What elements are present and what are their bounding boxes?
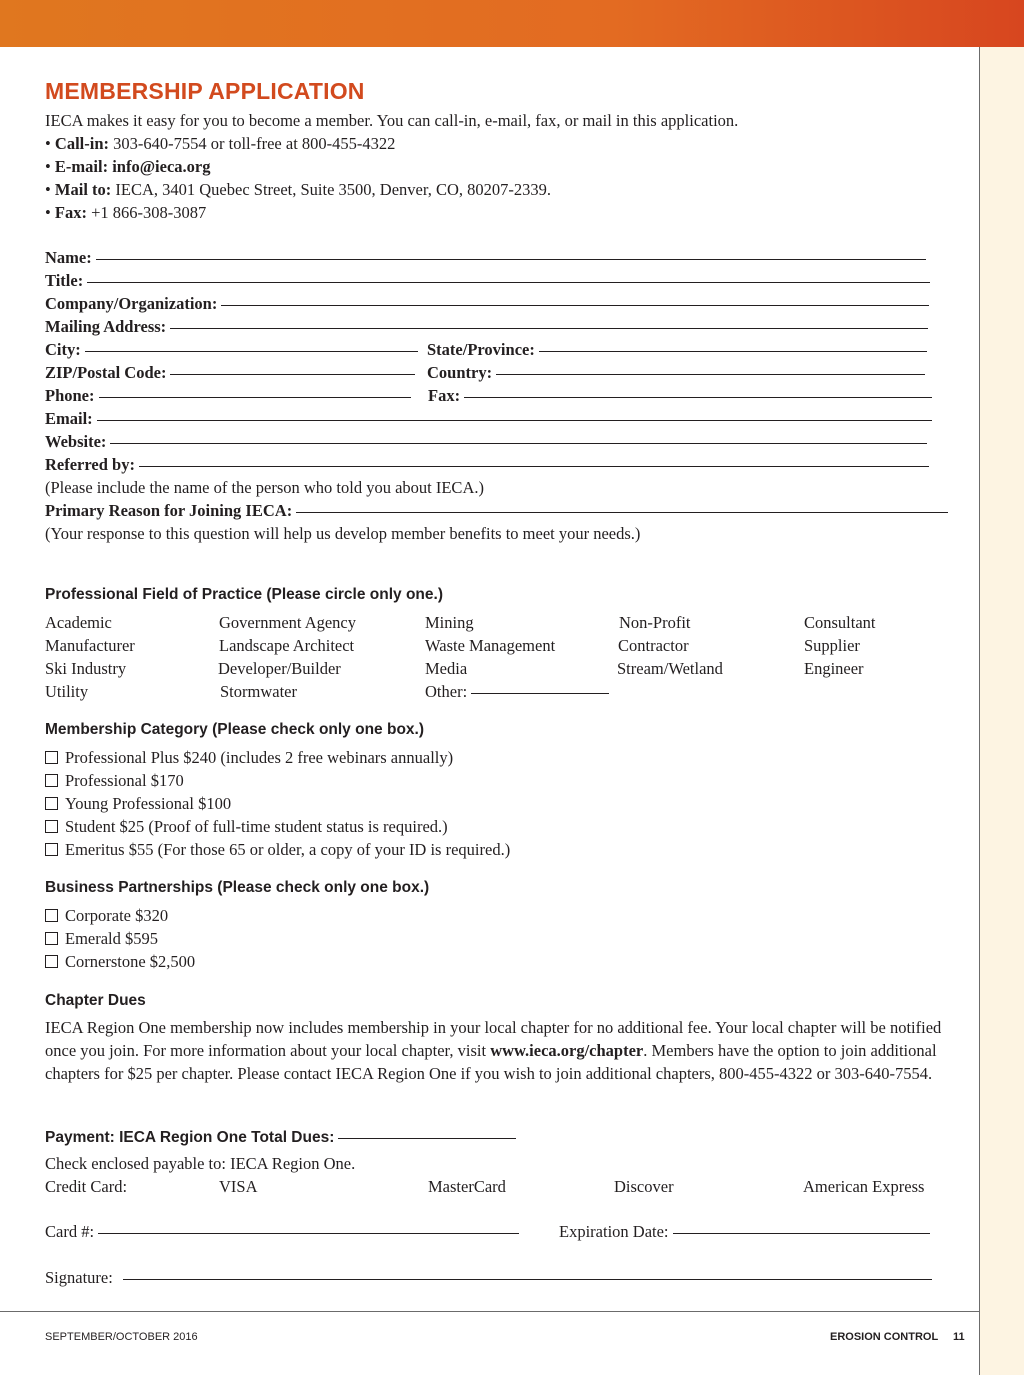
website-field[interactable] xyxy=(45,430,927,453)
practice-option[interactable]: Stormwater xyxy=(220,682,297,701)
checkbox[interactable] xyxy=(45,820,58,833)
membership-option[interactable] xyxy=(45,815,448,838)
footer-issue-date: SEPTEMBER/OCTOBER 2016 xyxy=(45,1331,198,1343)
checkbox[interactable] xyxy=(45,909,58,922)
reason-note: (Your response to this question will help us develop member benefits to meet your needs.) xyxy=(45,524,641,543)
city-line[interactable] xyxy=(85,351,418,352)
checkbox[interactable] xyxy=(45,751,58,764)
phone-label: Phone: xyxy=(45,386,95,405)
practice-option[interactable]: Waste Management xyxy=(425,636,556,655)
business-option-label: Cornerstone $2,500 xyxy=(65,952,196,971)
expiration-field[interactable] xyxy=(559,1220,930,1243)
practice-option[interactable]: Manufacturer xyxy=(45,636,135,655)
practice-option[interactable]: Contractor xyxy=(618,636,689,655)
check-enclosed-text: Check enclosed payable to: IECA Region One. xyxy=(45,1154,356,1173)
card-option-discover[interactable]: Discover xyxy=(614,1177,674,1196)
fax-label: Fax: xyxy=(54,203,87,222)
top-color-bar xyxy=(0,0,1024,47)
membership-option[interactable] xyxy=(45,746,453,769)
phone-field[interactable] xyxy=(45,384,411,407)
practice-option[interactable]: Supplier xyxy=(804,636,860,655)
page-title: MEMBERSHIP APPLICATION xyxy=(45,78,365,104)
practice-option[interactable]: Utility xyxy=(45,682,89,701)
title-field[interactable] xyxy=(45,269,930,292)
footer-magazine-title: EROSION CONTROL xyxy=(830,1331,939,1343)
practice-option[interactable]: Stream/Wetland xyxy=(617,659,723,678)
credit-card-label: Credit Card: xyxy=(45,1177,128,1196)
reason-line[interactable] xyxy=(296,512,948,513)
contact-mail xyxy=(45,178,551,201)
practice-option[interactable]: Media xyxy=(425,659,468,678)
business-option-label: Corporate $320 xyxy=(65,906,169,925)
title-line[interactable] xyxy=(87,282,930,283)
referred-line[interactable] xyxy=(139,466,929,467)
website-line[interactable] xyxy=(110,443,927,444)
business-option-label: Emerald $595 xyxy=(65,929,159,948)
email-field[interactable] xyxy=(45,407,932,430)
membership-option[interactable] xyxy=(45,792,231,815)
business-partnerships-heading: Business Partnerships (Please check only one box.) xyxy=(45,879,430,896)
bullet: • xyxy=(45,203,51,222)
signature-line[interactable] xyxy=(123,1279,932,1280)
bullet: • xyxy=(45,134,51,153)
chapter-text-cont: . Members have the option to join additional chapters for $25 per chapter. Please contact IECA Region One if you wish to join additional chapters, 800-455-4322 or 303-640-7554. xyxy=(45,1041,937,1083)
checkbox[interactable] xyxy=(45,932,58,945)
email-value: info@ieca.org xyxy=(112,157,211,176)
practice-option[interactable]: Ski Industry xyxy=(45,659,127,678)
membership-option-label: Young Professional $100 xyxy=(65,794,232,813)
total-dues-field[interactable] xyxy=(45,1126,516,1149)
country-label: Country: xyxy=(427,363,493,382)
footer-divider xyxy=(0,1311,979,1312)
name-field[interactable] xyxy=(45,246,926,269)
practice-other-label: Other: xyxy=(425,682,468,701)
referred-note: (Please include the name of the person who told you about IECA.) xyxy=(45,478,484,497)
field-of-practice-heading: Professional Field of Practice (Please circle only one.) xyxy=(45,586,443,603)
primary-reason-field[interactable] xyxy=(45,499,948,522)
fax-field-label: Fax: xyxy=(428,386,461,405)
zip-field[interactable] xyxy=(45,361,415,384)
total-dues-line[interactable] xyxy=(338,1138,516,1139)
referred-by-field[interactable] xyxy=(45,453,929,476)
reason-label: Primary Reason for Joining IECA: xyxy=(45,501,293,520)
card-number-field[interactable] xyxy=(45,1220,519,1243)
membership-option-label: Student $25 (Proof of full-time student status is required.) xyxy=(65,817,448,836)
name-label: Name: xyxy=(45,248,92,267)
country-field[interactable] xyxy=(427,361,925,384)
mail-label: Mail to: xyxy=(54,180,112,199)
mailing-line[interactable] xyxy=(170,328,928,329)
checkbox[interactable] xyxy=(45,774,58,787)
company-line[interactable] xyxy=(221,305,929,306)
card-number-label: Card #: xyxy=(45,1222,95,1241)
bullet: • xyxy=(45,180,51,199)
business-option[interactable] xyxy=(45,950,195,973)
membership-option[interactable] xyxy=(45,838,510,861)
practice-option[interactable]: Academic xyxy=(45,613,112,632)
company-label: Company/Organization: xyxy=(45,294,218,313)
title-label: Title: xyxy=(45,271,84,290)
chapter-text: IECA Region One membership now includes membership in your local chapter for no additional fee. Your local chapter will be notified once you join. For more information about your local chapter, visit xyxy=(45,1018,942,1060)
card-option-amex[interactable]: American Express xyxy=(803,1177,925,1196)
name-line[interactable] xyxy=(96,259,926,260)
callin-value: 303-640-7554 or toll-free at 800-455-4322 xyxy=(113,134,396,153)
membership-category-heading: Membership Category (Please check only one box.) xyxy=(45,721,425,738)
business-option[interactable] xyxy=(45,904,168,927)
business-option[interactable] xyxy=(45,927,158,950)
practice-option[interactable]: Government Agency xyxy=(219,613,357,632)
practice-other-field[interactable] xyxy=(425,680,609,703)
email-label: E-mail: xyxy=(54,157,109,176)
fax-value: +1 866-308-3087 xyxy=(91,203,207,222)
card-option-visa[interactable]: VISA xyxy=(219,1177,258,1196)
state-field[interactable] xyxy=(427,338,927,361)
company-field[interactable] xyxy=(45,292,929,315)
fax-field[interactable] xyxy=(428,384,932,407)
contact-callin xyxy=(45,132,395,155)
right-margin-strip xyxy=(979,47,1024,1375)
signature-field[interactable] xyxy=(45,1266,932,1289)
footer-page-number: 11 xyxy=(953,1331,965,1343)
chapter-link[interactable]: www.ieca.org/chapter xyxy=(490,1041,644,1060)
contact-fax xyxy=(45,201,206,224)
practice-option[interactable]: Non-Profit xyxy=(619,613,691,632)
expiration-label: Expiration Date: xyxy=(559,1222,669,1241)
callin-label: Call-in: xyxy=(54,134,109,153)
chapter-dues-paragraph xyxy=(45,1016,950,1085)
payment-heading: Payment: IECA Region One Total Dues: xyxy=(45,1129,335,1146)
card-option-mastercard[interactable]: MasterCard xyxy=(428,1177,506,1196)
email-line[interactable] xyxy=(97,420,932,421)
chapter-dues-heading: Chapter Dues xyxy=(45,992,146,1009)
practice-other-line[interactable] xyxy=(471,693,609,694)
fax-line[interactable] xyxy=(464,397,932,398)
mailing-label: Mailing Address: xyxy=(45,317,167,336)
card-number-line[interactable] xyxy=(98,1233,519,1234)
practice-option[interactable]: Developer/Builder xyxy=(218,659,341,678)
zip-line[interactable] xyxy=(170,374,415,375)
mailing-address-field[interactable] xyxy=(45,315,928,338)
practice-option[interactable]: Landscape Architect xyxy=(219,636,355,655)
checkbox[interactable] xyxy=(45,843,58,856)
membership-option[interactable] xyxy=(45,769,184,792)
phone-line[interactable] xyxy=(99,397,412,398)
practice-option[interactable]: Mining xyxy=(425,613,474,632)
zip-label: ZIP/Postal Code: xyxy=(45,363,167,382)
expiration-line[interactable] xyxy=(673,1233,930,1234)
signature-label: Signature: xyxy=(45,1268,113,1287)
mail-value: IECA, 3401 Quebec Street, Suite 3500, Denver, CO, 80207-2339. xyxy=(115,180,551,199)
state-label: State/Province: xyxy=(427,340,535,359)
intro-text: IECA makes it easy for you to become a member. You can call-in, e-mail, fax, or mail in this application. xyxy=(45,111,739,130)
contact-email xyxy=(45,155,211,178)
referred-label: Referred by: xyxy=(45,455,135,474)
checkbox[interactable] xyxy=(45,955,58,968)
practice-option[interactable]: Engineer xyxy=(804,659,864,678)
bullet: • xyxy=(45,157,51,176)
checkbox[interactable] xyxy=(45,797,58,810)
practice-option[interactable]: Consultant xyxy=(804,613,876,632)
city-field[interactable] xyxy=(45,338,418,361)
membership-option-label: Emeritus $55 (For those 65 or older, a copy of your ID is required.) xyxy=(65,840,511,859)
country-line[interactable] xyxy=(496,374,925,375)
city-label: City: xyxy=(45,340,81,359)
email-field-label: Email: xyxy=(45,409,93,428)
membership-option-label: Professional $170 xyxy=(65,771,184,790)
website-label: Website: xyxy=(45,432,107,451)
membership-option-label: Professional Plus $240 (includes 2 free webinars annually) xyxy=(65,748,454,767)
state-line[interactable] xyxy=(539,351,927,352)
